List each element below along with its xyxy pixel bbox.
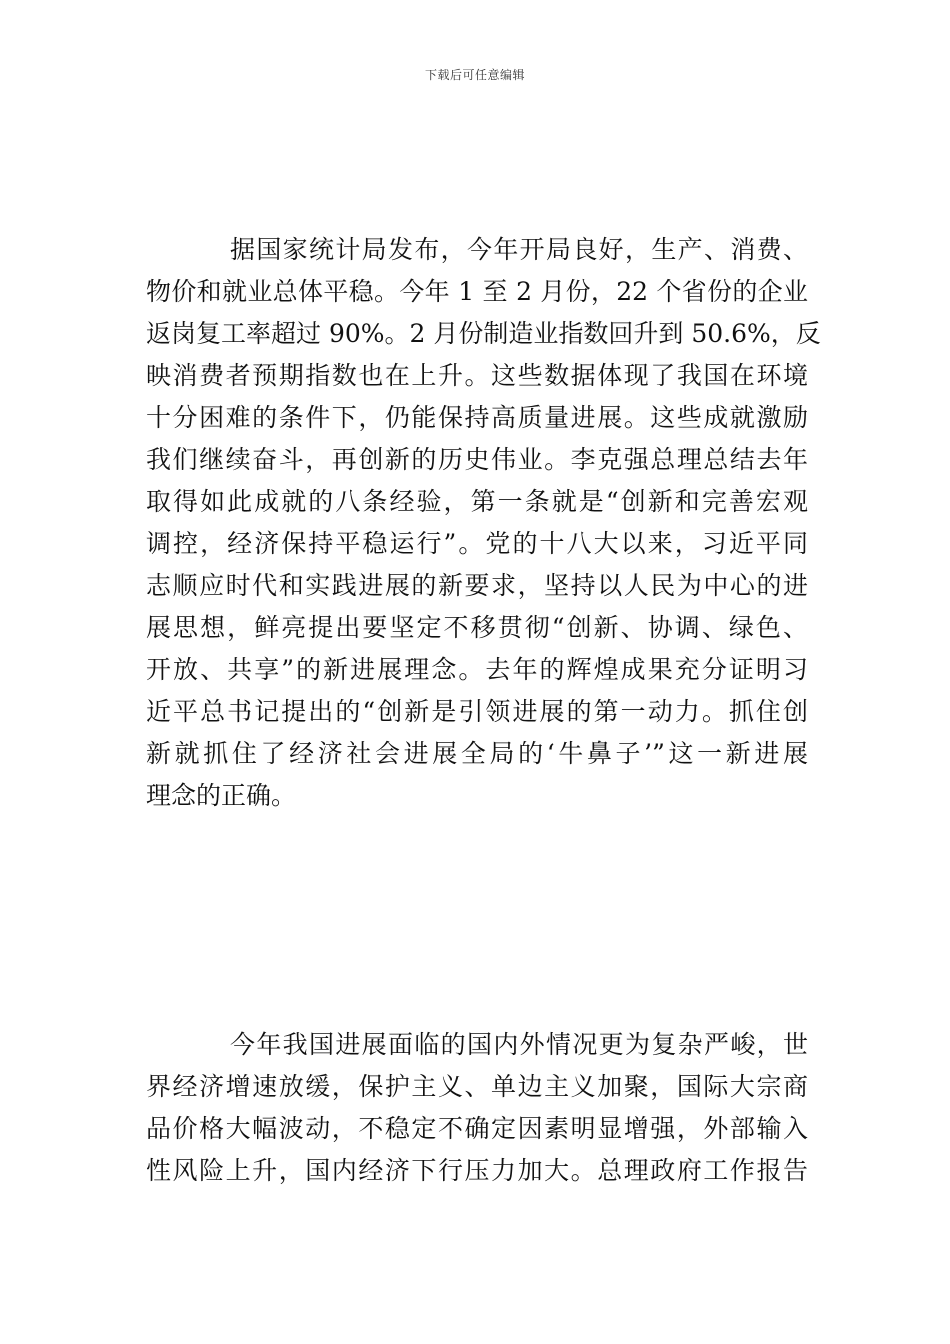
text-line: 映消费者预期指数也在上升。这些数据体现了我国在环境 — [146, 361, 808, 390]
paragraph-1 — [146, 229, 821, 817]
text-line: 展思想，鲜亮提出要坚定不移贯彻“创新、协调、绿色、 — [146, 613, 808, 642]
text-line: 据国家统计局发布，今年开局良好，生产、消费、 — [230, 235, 808, 264]
text-line: 性风险上升，国内经济下行压力加大。总理政府工作报告 — [146, 1156, 808, 1185]
text-line: 返岗复工率超过 90%。2 月份制造业指数回升到 50.6%，反 — [146, 319, 821, 348]
text-line: 开放、共享”的新进展理念。去年的辉煌成果充分证明习 — [146, 655, 808, 684]
text-line: 品价格大幅波动，不稳定不确定因素明显增强，外部输入 — [146, 1114, 808, 1143]
text-line: 我们继续奋斗，再创新的历史伟业。李克强总理总结去年 — [146, 445, 808, 474]
text-line: 理念的正确。 — [146, 781, 297, 810]
text-line: 新就抓住了经济社会进展全局的‘牛鼻子’”这一新进展 — [146, 739, 808, 768]
paragraph-2 — [146, 1024, 808, 1192]
text-line: 取得如此成就的八条经验，第一条就是“创新和完善宏观 — [146, 487, 808, 516]
text-line: 调控，经济保持平稳运行”。党的十八大以来，习近平同 — [146, 529, 808, 558]
text-line: 十分困难的条件下，仍能保持高质量进展。这些成就激励 — [146, 403, 808, 432]
text-line: 志顺应时代和实践进展的新要求，坚持以人民为中心的进 — [146, 571, 808, 600]
text-line: 近平总书记提出的“创新是引领进展的第一动力。抓住创 — [146, 697, 808, 726]
page-header: 下载后可任意编辑 — [424, 68, 525, 82]
text-line: 界经济增速放缓，保护主义、单边主义加聚，国际大宗商 — [146, 1072, 808, 1101]
text-line: 物价和就业总体平稳。今年 1 至 2 月份，22 个省份的企业 — [146, 277, 808, 306]
text-line: 今年我国进展面临的国内外情况更为复杂严峻，世 — [230, 1030, 808, 1059]
